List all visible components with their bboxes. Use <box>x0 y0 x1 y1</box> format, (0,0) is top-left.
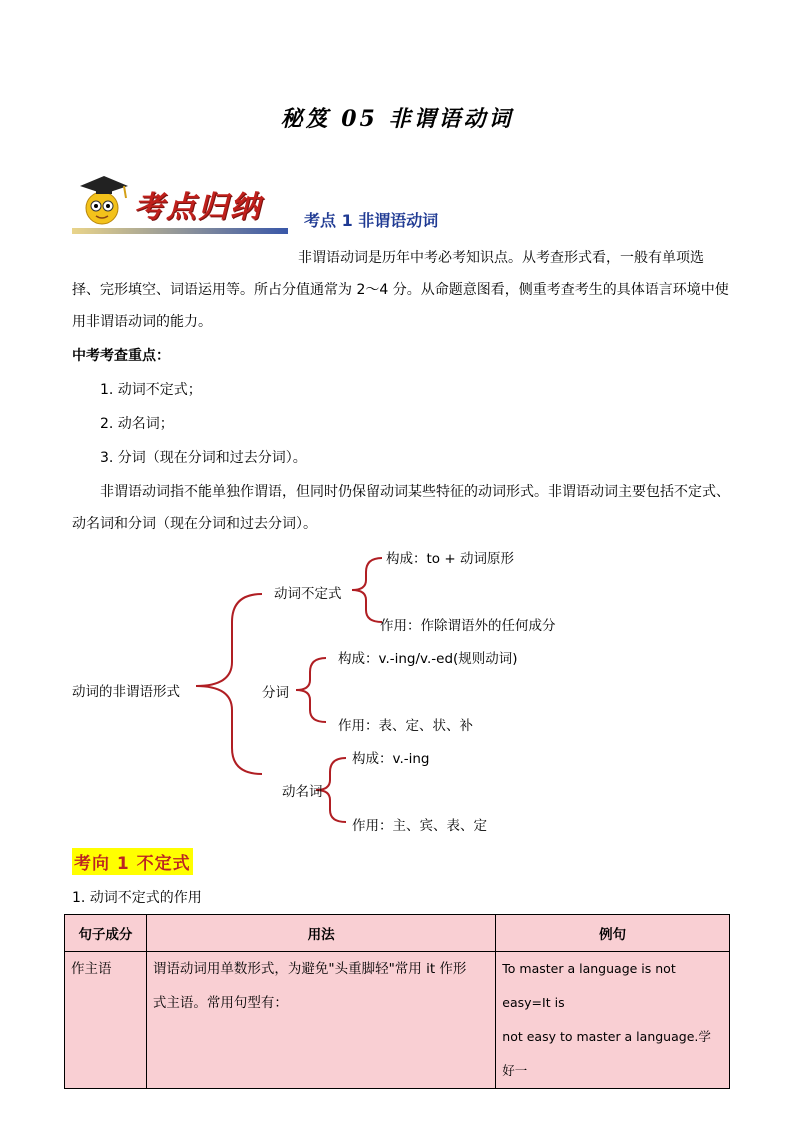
tree-use-participle: 作用：表、定、状、补 <box>338 718 473 734</box>
focus-item: 1. 动词不定式； <box>100 382 202 398</box>
kaoxiang-heading: 考向 1 不定式 <box>72 848 193 875</box>
intro-line-1: 非谓语动词是历年中考必考知识点。从考查形式看，一般有单项选 <box>298 250 704 266</box>
cell-usage <box>146 952 495 1089</box>
tree-root: 动词的非谓语形式 <box>72 684 180 700</box>
cell-usage-line: 谓语动词用单数形式，为避免"头重脚轻"常用 it 作形 <box>152 961 467 977</box>
definition-line-1: 非谓语动词指不能单独作谓语，但同时仍保留动词某些特征的动词形式。非谓语动词主要包括不定式、 <box>100 484 730 500</box>
header-example: 例句 <box>496 915 730 952</box>
tree-branch-infinitive: 动词不定式 <box>274 586 342 602</box>
tree-use-gerund: 作用：主、宾、表、定 <box>352 818 487 834</box>
cell-part: 作主语 <box>65 952 147 1089</box>
tree-form-gerund: 构成：v.-ing <box>352 751 430 767</box>
participle-brace <box>296 658 326 722</box>
table-caption: 1. 动词不定式的作用 <box>72 890 202 906</box>
cell-example <box>496 952 730 1089</box>
focus-item: 2. 动名词； <box>100 416 174 432</box>
tree-form-infinitive: 构成：to + 动词原形 <box>386 551 514 567</box>
cell-example-line: To master a language is not easy=It is <box>502 961 676 1010</box>
tree-branch-gerund: 动名词 <box>282 784 323 800</box>
focus-item: 3. 分词（现在分词和过去分词）。 <box>100 450 307 466</box>
definition-line-2: 动名词和分词（现在分词和过去分词）。 <box>72 516 317 532</box>
intro-line-3: 用非谓语动词的能力。 <box>72 314 212 330</box>
tree-use-infinitive: 作用：作除谓语外的任何成分 <box>380 618 556 634</box>
focus-heading: 中考考查重点： <box>72 348 170 364</box>
table-row <box>65 952 730 1089</box>
cell-example-line: not easy to master a language.学好一 <box>502 1029 711 1078</box>
header-usage: 用法 <box>146 915 495 952</box>
intro-line-2: 择、完形填空、词语运用等。所占分值通常为 2～4 分。从命题意图看，侧重考查考生的具体语言环境中使 <box>72 282 729 298</box>
tree-branch-participle: 分词 <box>262 685 289 701</box>
header-part: 句子成分 <box>65 915 147 952</box>
tree-form-participle: 构成：v.-ing/v.-ed(规则动词) <box>338 651 518 667</box>
table-header-row <box>65 915 730 952</box>
section-title: 考点 1 非谓语动词 <box>304 211 439 230</box>
banner-text: 考点归纳 <box>134 190 262 225</box>
cell-usage-line: 式主语。常用句型有： <box>152 995 288 1011</box>
root-brace <box>196 594 262 774</box>
page-title: 秘笈 05 非谓语动词 <box>280 106 514 132</box>
infinitive-brace <box>352 558 382 622</box>
usage-table <box>64 914 730 1089</box>
